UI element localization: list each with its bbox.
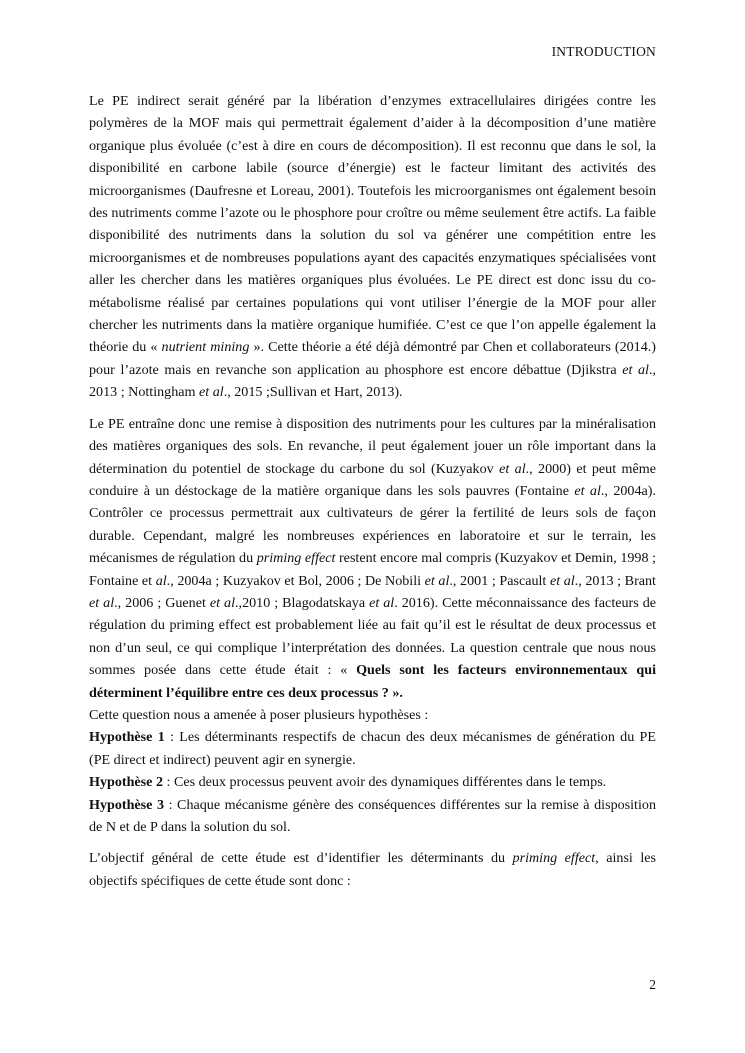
paragraph-indirect-pe xyxy=(89,90,656,404)
italic-term: et al xyxy=(89,594,115,611)
paragraph-objectives xyxy=(89,847,656,892)
italic-term: nutrient mining xyxy=(161,339,250,356)
hypothesis-2 xyxy=(89,771,656,793)
text-run: Le PE entraîne donc une remise à disposition des nutriments pour les cultures par la minéralisation des matières organiques des sols. En revanche, il peut également jouer un rôle important dans la détermination du potentiel de stockage du carbone du sol (Kuzyakov xyxy=(89,415,656,477)
text-run: ». Cette théorie a été déjà démontré par Chen et collaborateurs (2014.) pour l’azote mais en revanche son application au phosphore est encore débattue (Djikstra xyxy=(89,339,656,378)
hypothesis-1 xyxy=(89,726,656,771)
text-run: ., 2001 ; Pascault xyxy=(449,572,550,589)
paragraph-nutrients xyxy=(89,413,656,704)
hypotheses-intro: Cette question nous a amenée à poser plusieurs hypothèses : xyxy=(89,706,429,723)
text-run: L’objectif général de cette étude est d’identifier les déterminants du xyxy=(89,850,513,867)
hypothesis-text: : Les déterminants respectifs de chacun des deux mécanismes de génération du PE (PE direct et indirect) peuvent agir en synergie. xyxy=(89,729,656,768)
hypothesis-text: : Chaque mécanisme génère des conséquences différentes sur la remise à disposition de N et de P dans la solution du sol. xyxy=(89,796,656,835)
italic-term: et al xyxy=(574,482,601,499)
hypothesis-text: : Ces deux processus peuvent avoir des dynamiques différentes dans le temps. xyxy=(163,774,607,791)
italic-term: priming effect xyxy=(256,550,336,567)
hypothesis-label: Hypothèse 3 xyxy=(89,796,165,813)
text-run: ., 2013 ; Nottingham xyxy=(89,361,656,401)
italic-term: priming effect xyxy=(512,850,596,867)
text-run: restent encore mal compris (Kuzyakov et Demin, 1998 ; Fontaine et xyxy=(89,550,656,589)
text-run: ., 2004a ; Kuzyakov et Bol, 2006 ; De Nobili xyxy=(166,572,425,589)
text-run: ., 2006 ; Guenet xyxy=(114,594,210,611)
hypothesis-label: Hypothèse 2 xyxy=(89,774,163,791)
text-run: ., 2013 ; Brant xyxy=(574,572,656,589)
text-run: .,2010 ; Blagodatskaya xyxy=(235,594,370,611)
page-header: INTRODUCTION xyxy=(551,44,656,59)
hypothesis-label: Hypothèse 1 xyxy=(89,729,165,746)
document-body xyxy=(89,90,656,892)
italic-term: et al xyxy=(369,594,395,611)
text-run: Le PE indirect serait généré par la libération d’enzymes extracellulaires dirigées contre les polymères de la MOF mais qui permettrait également d’aider à la décomposition d’une matière organique plus évoluée (c’est à dire en cours de décomposition). Il est reconnu que dans le sol, la disponibilité en carbone labile (source d’énergie) est le facteur limitant des activités des microorganismes (Daufresne et Loreau, 2001). Toutefois les microorganismes ont également besoin des nutriments comme l’azote ou le phosphore pour croître ou même seulement être actifs. La faible disponibilité des nutriments dans la solution du sol va générer une compétition entre les microorganismes et de nombreuses populations ayant des capacités enzymatiques spécialisées vont aller les chercher dans les matières organiques plus évoluées. Le PE direct est donc issu du co-métabolisme réalisé par certaines populations qui vont utiliser l’énergie de la MOF pour aller chercher les nutriments dans la matière organique humifiée. C’est ce que l’on appelle également la théorie du « xyxy=(89,93,656,356)
text-run: . 2016). Cette méconnaissance des facteurs de régulation du priming effect est probablement liée au fait qu’il est le résultat de deux processus et non d’un seul, ce qui complique l’interprétation des données. La question centrale que nous nous sommes posée dans cette étude était : « xyxy=(89,594,656,679)
text-run: ., 2000) et peut même conduire à un déstockage de la matière organique dans les sols pauvres (Fontaine xyxy=(89,460,656,499)
italic-term: et al xyxy=(622,361,649,378)
text-run: ., 2004a). Contrôler ce processus permettrait aux cultivateurs de gérer la fertilité de leurs sols de façon durable. Cependant, malgré les nombreuses expériences en laboratoire et sur le terrain, les mécanismes de régulation du xyxy=(89,482,656,567)
italic-term: et al xyxy=(499,460,526,477)
hypothesis-3 xyxy=(89,794,656,839)
italic-term: et al xyxy=(209,594,236,611)
text-run: ., 2015 ;Sullivan et Hart, 2013). xyxy=(223,384,403,401)
italic-term: al xyxy=(155,572,167,589)
page-number: 2 xyxy=(649,977,656,992)
italic-term: et al xyxy=(424,572,450,589)
central-question: Quels sont les facteurs environnementaux qui déterminent l’équilibre entre ces deux processus ? ». xyxy=(89,662,656,701)
italic-term: et al xyxy=(199,384,224,401)
italic-term: et al xyxy=(549,572,575,589)
text-run: , ainsi les objectifs spécifiques de cette étude sont donc : xyxy=(89,850,656,889)
